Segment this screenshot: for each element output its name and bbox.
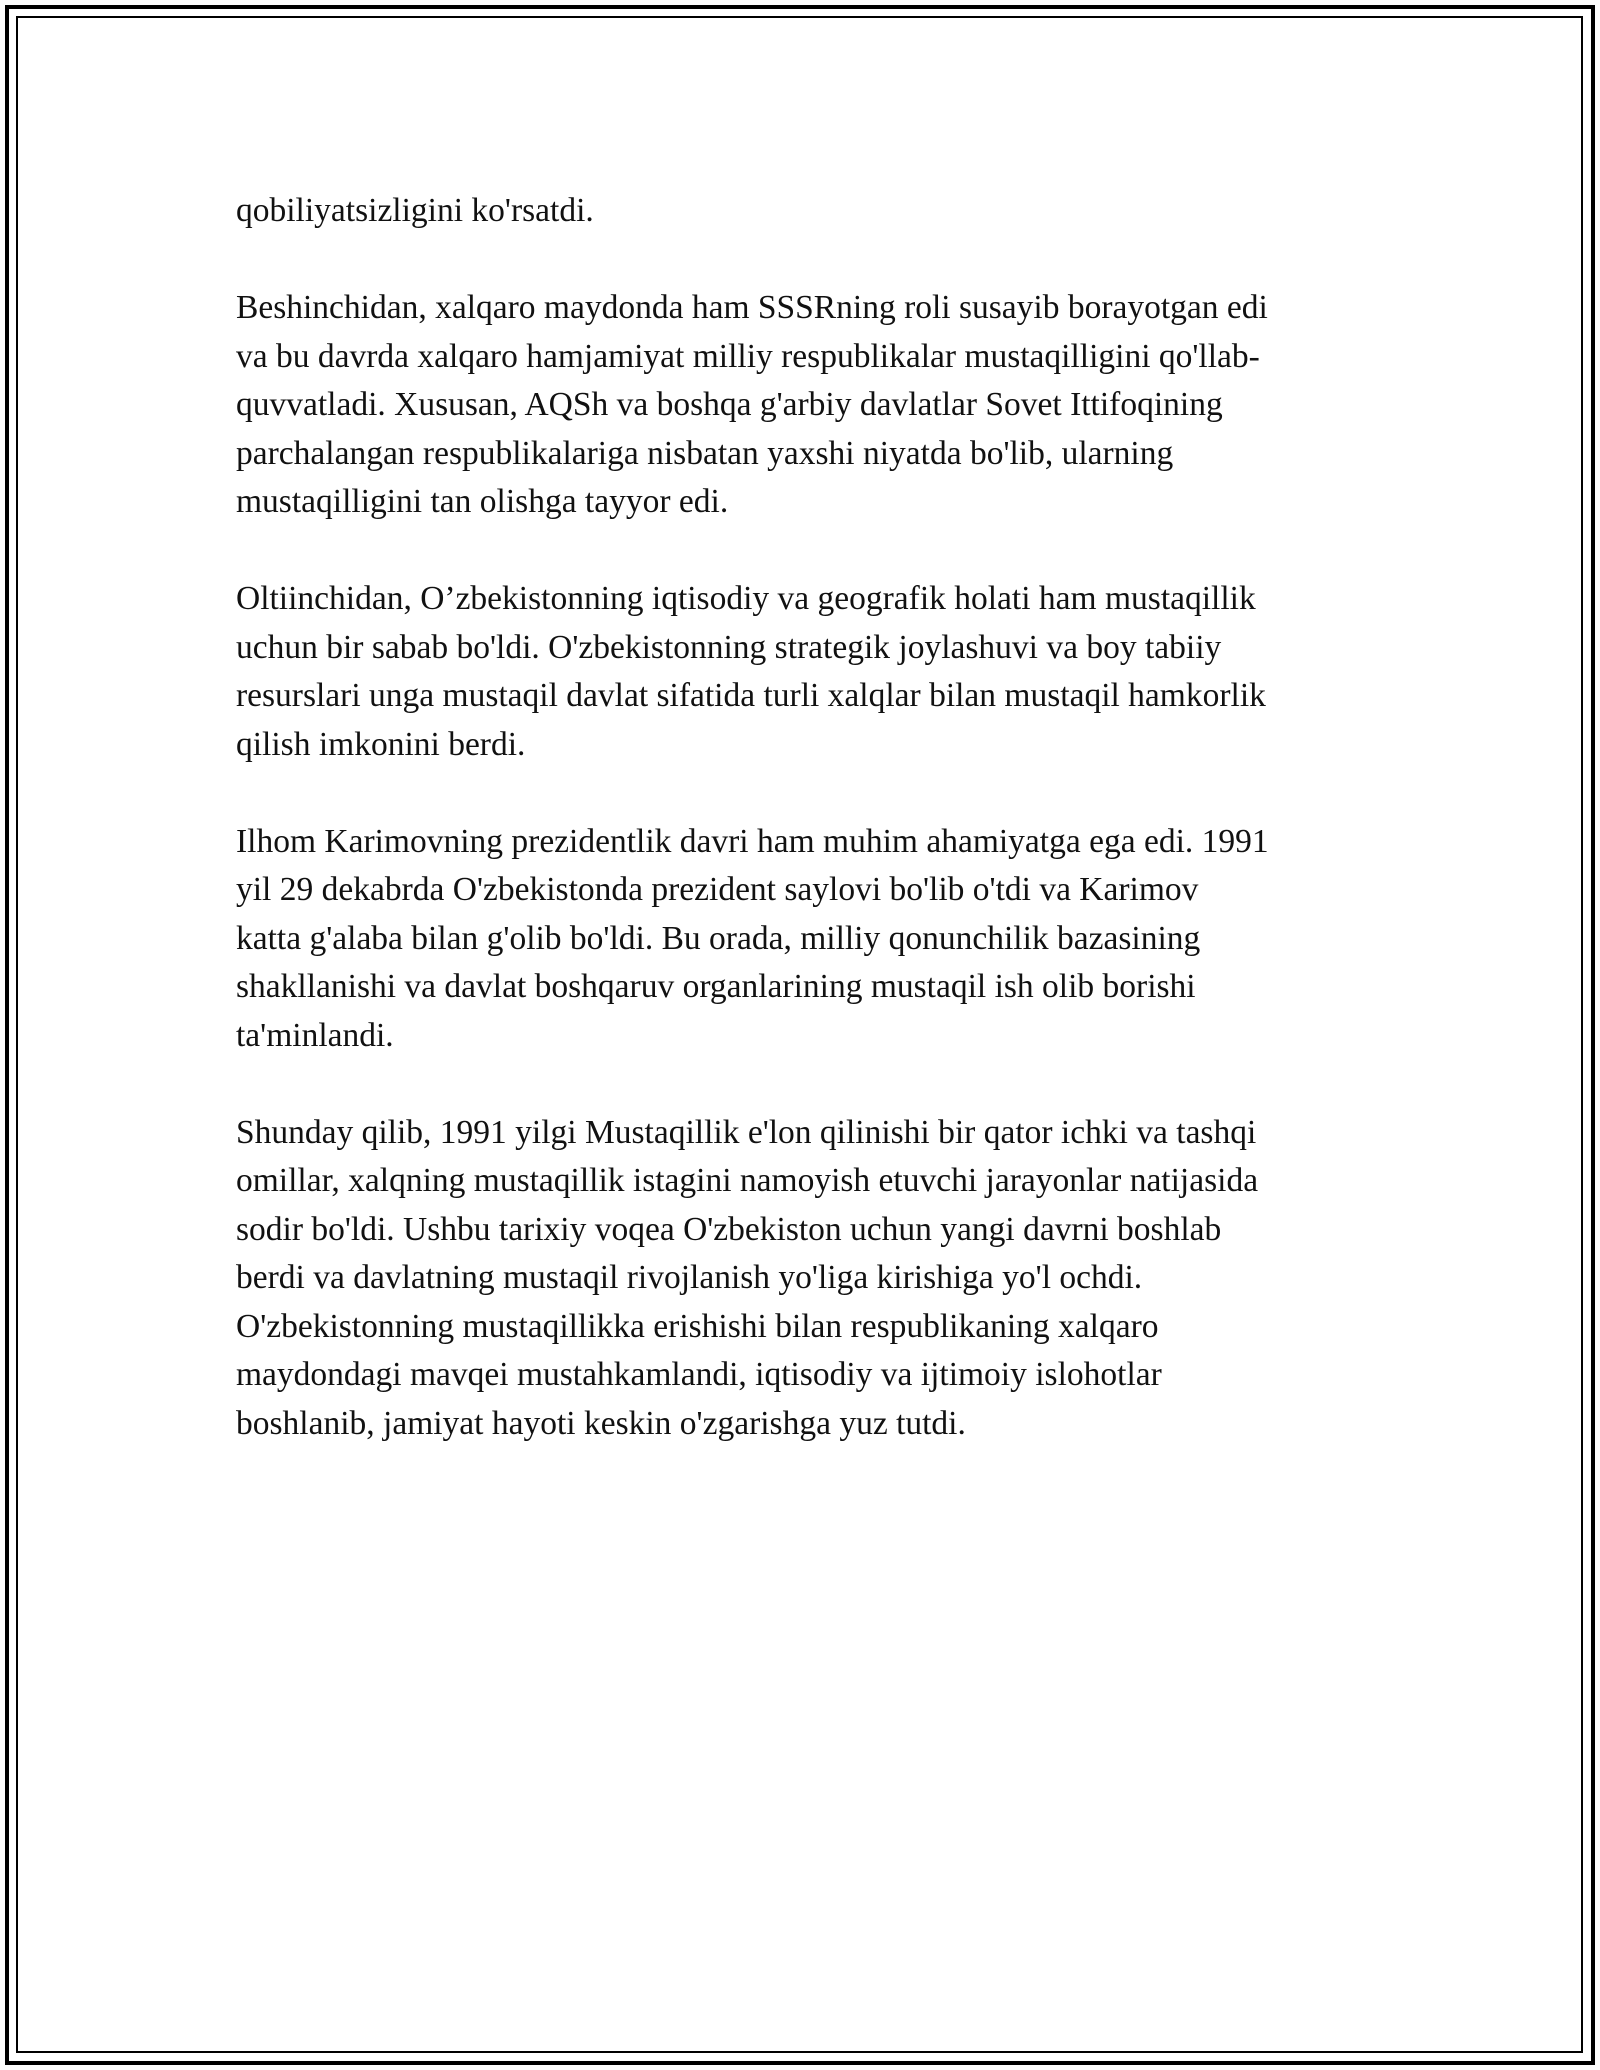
paragraph-continuation: qobiliyatsizligini ko'rsatdi. (236, 192, 594, 229)
document-body (236, 187, 1371, 1448)
paragraph-fifth-reason: Beshinchidan, xalqaro maydonda ham SSSRning roli susayib borayotgan edi va bu davrda xalqaro hamjamiyat milliy respublikalar mustaqilligini qo'llab- quvvatladi. Xususan, AQSh va boshqa g'arbiy davlatlar Sovet Ittifoqining parchalangan respublikalariga nisbatan yaxshi niyatda bo'lib, ularning mustaqilligini tan olishga tayyor edi. (236, 289, 1268, 520)
paragraph-conclusion: Shunday qilib, 1991 yilgi Mustaqillik e'lon qilinishi bir qator ichki va tashqi omillar, xalqning mustaqillik istagini namoyish etuvchi jarayonlar natijasida sodir bo'ldi. Ushbu tarixiy voqea O'zbekiston uchun yangi davrni boshlab berdi va davlatning mustaqil rivojlanish yo'liga kirishiga yo'l ochdi. O'zbekistonning mustaqillikka erishishi bilan respublikaning xalqaro maydondagi mavqei mustahkamlandi, iqtisodiy va ijtimoiy islohotlar boshlanib, jamiyat hayoti keskin o'zgarishga yuz tutdi. (236, 1113, 1259, 1442)
paragraph-karimov-presidency: Ilhom Karimovning prezidentlik davri ham muhim ahamiyatga ega edi. 1991 yil 29 dekabrda O'zbekistonda prezident saylovi bo'lib o'tdi va Karimov katta g'alaba bilan g'olib bo'ldi. Bu orada, milliy qonunchilik bazasining shakllanishi va davlat boshqaruv organlarining mustaqil ish olib borishi ta'minlandi. (236, 822, 1269, 1054)
paragraph-sixth-reason: Oltiinchidan, O’zbekistonning iqtisodiy va geografik holati ham mustaqillik uchun bir sabab bo'ldi. O'zbekistonning strategik joylashuvi va boy tabiiy resurslari unga mustaqil davlat sifatida turli xalqlar bilan mustaqil hamkorlik qilish imkonini berdi. (236, 580, 1266, 763)
